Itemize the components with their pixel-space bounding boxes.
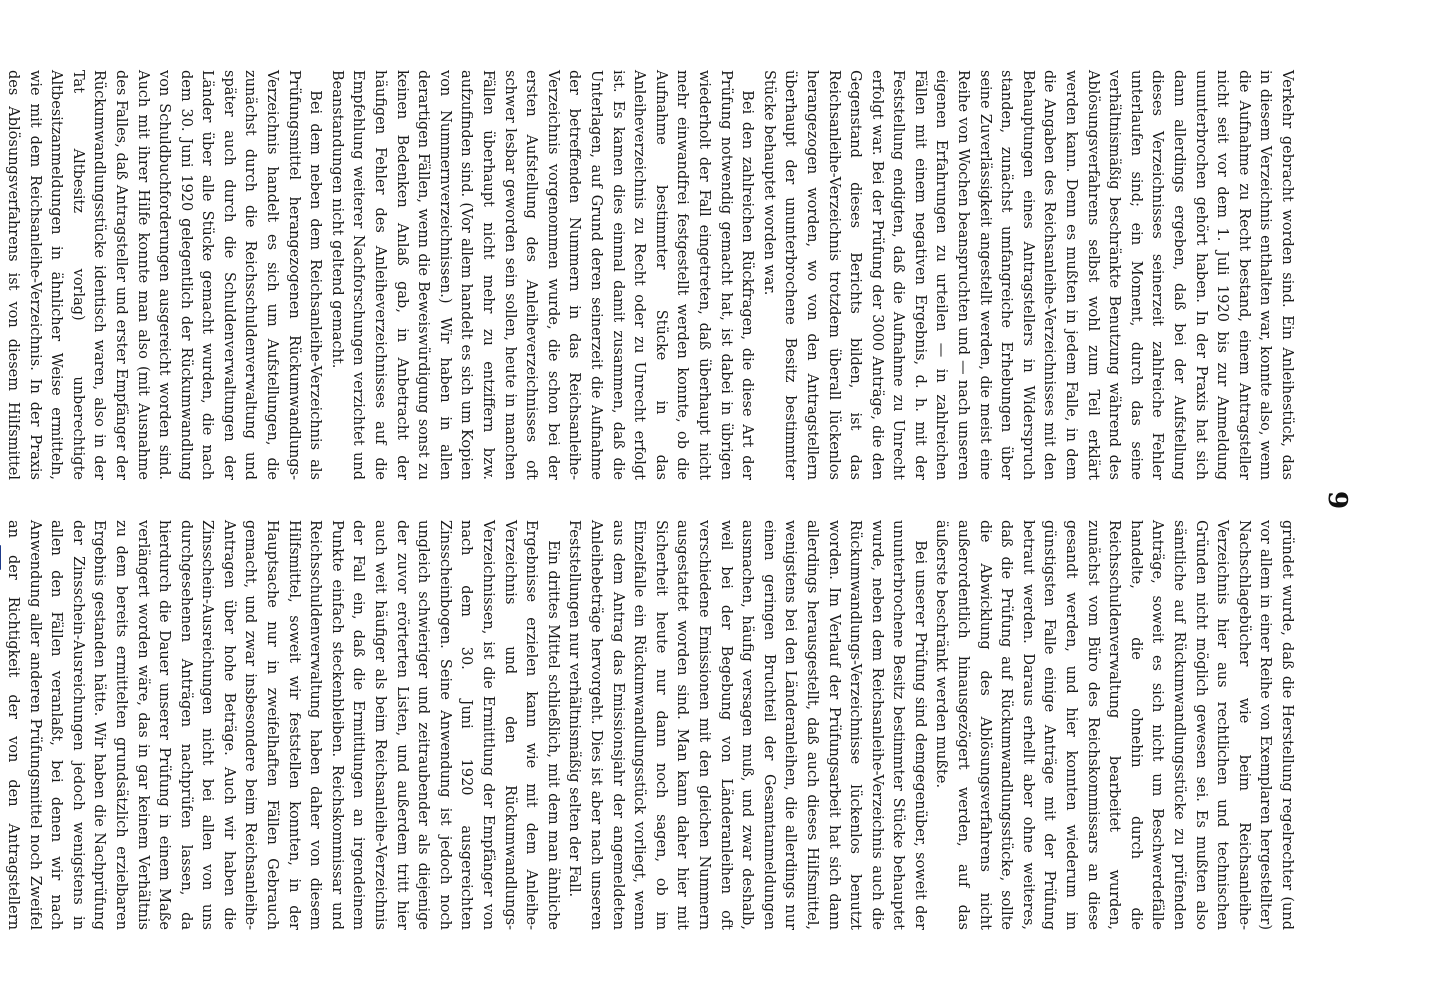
footer-credit [0, 545, 1, 992]
rotated-document-page [4, 20, 1397, 980]
footer-text [0, 582, 1, 980]
text-columns [4, 70, 1297, 930]
text-column-right [4, 520, 1297, 930]
paragraph: Bei unserer Prüfung sind demgegenüber, soweit der ununterbrochene Besitz bestimmter Stücke behauptet wurde, neben dem Reichsanleihe-Verzeichnis auch die Rückumwandlungs-Verzeichnisse lückenlos benutzt worden. Im Verlauf der Prüfungsarbeit hat sich dann allerdings herausgestellt, daß auch dieses Hilfsmittel, wenigstens bei den Länderanleihen, die allerdings nur einen geringen Bruchteil der Gesamtanmeldungen ausmachen, häufig versagen muß, und zwar deshalb, weil bei der Begebung von Länderanleihen oft verschiedene Emissionen mit den gleichen Nummern ausgestattet worden sind. Man kann daher hier mit Sicherheit heute nur dann noch sagen, ob im Einzelfalle ein Rückumwandlungsstück vorliegt, wenn aus dem Antrag das Emissionsjahr der angemeldeten Anleihebeträge hervorgeht. Dies ist aber nach unseren Feststellungen nur verhältnismäßig selten der Fall. [566, 520, 928, 930]
dfg-logo [0, 545, 1, 570]
paragraph: gründet wurde, daß die Herstellung regelrechter (und vor allem in einer Reihe von Exemplaren hergestellter) Nachschlagebücher wie beim Reichsanleihe-Verzeichnis hier aus rechtlichen und technischen Gründen nicht möglich gewesen sei. Es mußten also sämtliche auf Rückumwandlungsstücke zu prüfenden Anträge, soweit es sich nicht um Beschwerdefälle handelte, die ohnehin durch die Reichsschuldenverwaltung bearbeitet wurden, zunächst vom Büro des Reichskommissars an diese gesandt werden, und hier konnten wiederum im günstigsten Falle einige Anträge mit der Prüfung betraut werden. Daraus erhellt aber ohne weiteres, daß die Prüfung auf Rückumwandlungsstücke, sollte die Abwicklung des Ablösungsverfahrens nicht außerordentlich hinausgezögert werden, auf das äußerste beschränkt werden mußte. [933, 520, 1295, 930]
footer-strip [0, 0, 14, 1000]
paragraph: Verkehr gebracht worden sind. Ein Anleihestück, das in diesem Verzeichnis enthalten war, konnte also, wenn die Aufnahme zu Recht bestand, einem Antragsteller nicht seit vor dem 1. Juli 1920 bis zur Anmeldung ununterbrochen gehört haben. In der Praxis hat sich dann allerdings ergeben, daß bei der Aufstellung dieses Verzeichnisses seinerzeit zahlreiche Fehler unterlaufen sind; ein Moment, durch das seine verhältnismäßig beschränkte Benutzung während des Ablösungsverfahrens selbst wohl zum Teil erklärt werden kann. Denn es mußten in jedem Falle, in dem die Angaben des Reichsanleihe-Verzeichnisses mit den Behauptungen eines Antragstellers in Widerspruch standen, zunächst umfangreiche Erhebungen über seine Zuverlässigkeit angestellt werden, die meist eine Reihe von Wochen beanspruchten und — nach unseren eigenen Erfahrungen zu urteilen — in zahlreichen Fällen mit einem negativen Ergebnis, d. h. mit der Feststellung endigten, daß die Aufnahme zu Unrecht erfolgt war. Bei der Prüfung der 3000 Anträge, die den Gegenstand dieses Berichts bilden, ist das Reichsanleihe-Verzeichnis trotzdem überall lückenlos herangezogen worden, wo von den Antragstellern überhaupt der ununterbrochene Besitz bestimmter Stücke behauptet worden war. [760, 70, 1295, 480]
paragraph: Bei dem neben dem Reichsanleihe-Verzeichnis als Prüfungsmittel herangezogenen Rückumwandlungs-Verzeichnis handelt es sich um Aufstellungen, die zunächst durch die Reichsschuldenverwaltung und später auch durch die Schuldenverwaltungen der Länder über alle Stücke gemacht wurden, die nach dem 30. Juni 1920 gelegentlich der Rückumwandlung von Schuldbuchforderungen ausgereicht worden sind. Auch mit ihrer Hilfe konnte man also (mit Ausnahme des Falles, daß Antragsteller und erster Empfänger der Rückumwandlungsstücke identisch waren, also in der Tat Altbesitz vorlag) unberechtigte Altbesitzanmeldungen in ähnlicher Weise ermitteln, wie mit dem Reichsanleihe-Verzeichnis. In der Praxis des Ablösungsverfahrens ist von diesem Hilfsmittel [4, 70, 324, 480]
text-column-left [4, 70, 1297, 480]
footer-separator [0, 574, 1, 578]
page-number: 9 [1322, 490, 1352, 510]
paragraph: Bei den zahlreichen Rückfragen, die diese Art der Prüfung notwendig gemacht hat, ist dabei in übrigen wiederholt der Fall eingetreten, daß überhaupt nicht mehr einwandfrei festgestellt werden konnte, ob die Aufnahme bestimmter Stücke in das Anleiheverzeichnis zu Recht oder zu Unrecht erfolgt ist. Es kamen dies einmal damit zusammen, daß die Unterlagen, auf Grund deren seinerzeit die Aufnahme der betreffenden Nummern in das Reichsanleihe-Verzeichnis vorgenommen wurde, die schon bei der ersten Aufstellung des Anleiheverzeichnisses oft schwer lesbar geworden sein sollen, heute in manchen Fällen überhaupt nicht mehr zu entziffern bzw. aufzufinden sind. (Vor allem handelt es sich um Kopien von Nummernverzeichnissen.) Wir haben in allen derartigen Fällen, wenn die Beweiswürdigung sonst zu keinen Bedenken Anlaß gab, in Anbetracht der häufigen Fehler des Anleiheverzeichnisses auf die Empfehlung weiterer Nachforschungen verzichtet und Beanstandungen nicht geltend gemacht. [328, 70, 756, 480]
paragraph: Ein drittes Mittel schließlich, mit dem man ähnliche Ergebnisse erzielen kann wie mit dem Anleihe-Verzeichnis und den Rückumwandlungs-Verzeichnissen, ist die Ermittlung der Empfänger von nach dem 30. Juni 1920 ausgereichten Zinsscheinbogen. Seine Anwendung ist jedoch noch ungleich schwieriger und zeitraubender als diejenige der zuvor erörterten Listen, und außerdem tritt hier auch weit häufiger als beim Reichsanleihe-Verzeichnis der Fall ein, daß die Ermittlungen an irgendeinem Punkte einfach steckenbleiben. Reichskommissar und Reichsschuldenverwaltung haben daher von diesem Hilfsmittel, soweit wir feststellen konnten, in der Hauptsache nur in zweifelhaften Fällen Gebrauch gemacht, und zwar insbesondere beim Reichsanleihe-Antragen über hohe Beträge. Auch wir haben die Zinsschein-Ausreichungen nicht bei allen von uns durchgesehenen Anträgen nachprüfen lassen, da hierdurch die Dauer unserer Prüfung in einem Maße verlängert worden wäre, das in gar keinem Verhältnis zu dem bereits ermittelten grundsätzlich erzielbaren Ergebnis gestanden hätte. Wir haben die Nachprüfung der Zinsschein-Ausreichungen jedoch wenigstens in allen den Fällen veranlaßt, bei denen wir nach Anwendung aller anderen Prüfungsmittel noch Zweifel an der Richtigkeit der von den Antragstellern [4, 520, 561, 930]
